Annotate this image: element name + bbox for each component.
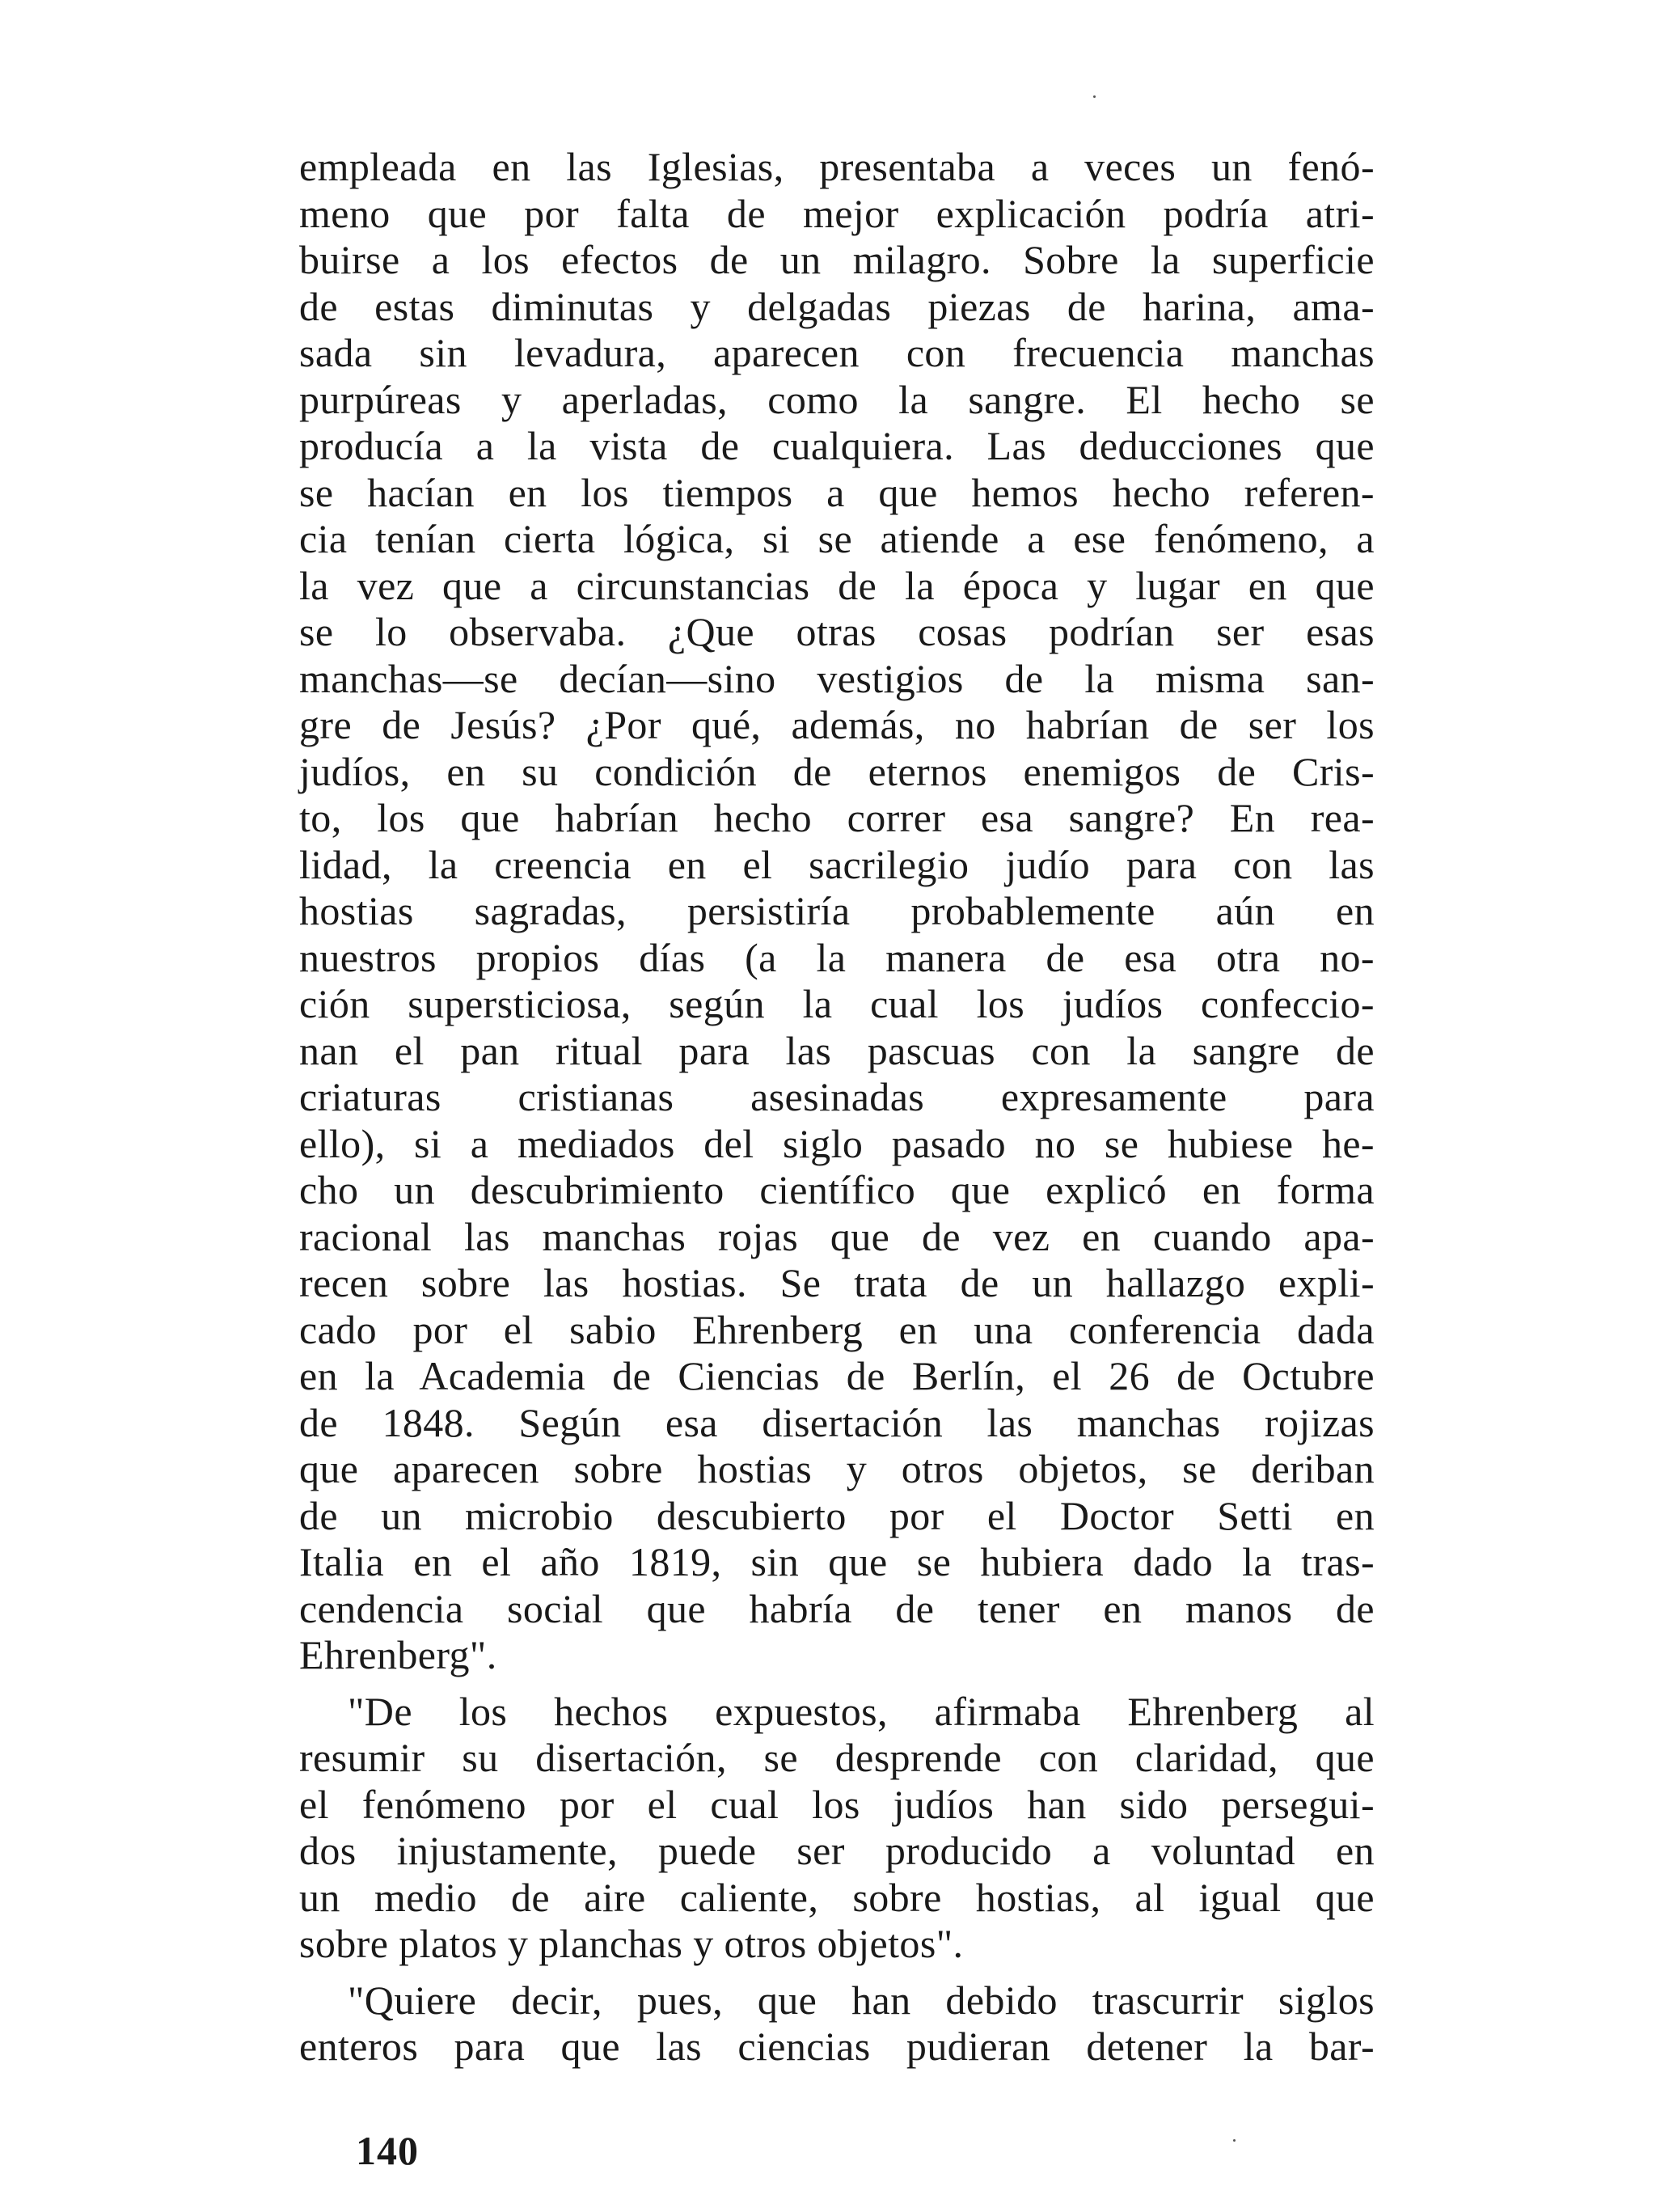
text-line: de un microbio descubierto por el Doctor Setti en — [299, 1492, 1375, 1538]
text-line: manchas—se decían—sino vestigios de la misma san- — [299, 655, 1375, 701]
text-line: racional las manchas rojas que de vez en cuando apa- — [299, 1213, 1375, 1259]
scan-speck — [1233, 2139, 1236, 2142]
text-line: purpúreas y aperladas, como la sangre. El hecho se — [299, 376, 1375, 422]
text-line: producía a la vista de cualquiera. Las deducciones que — [299, 423, 1375, 468]
text-line: criaturas cristianas asesinadas expresamente para — [299, 1074, 1375, 1119]
text-line: un medio de aire caliente, sobre hostias, al igual que — [299, 1874, 1375, 1920]
text-line: judíos, en su condición de eternos enemigos de Cris- — [299, 748, 1375, 794]
body-text — [299, 144, 1375, 2070]
text-line: que aparecen sobre hostias y otros objetos, se deriban — [299, 1446, 1375, 1491]
page-number: 140 — [356, 2128, 419, 2173]
text-line: to, los que habrían hecho correr esa sangre? En rea- — [299, 795, 1375, 840]
text-line: sobre platos y planchas y otros objetos". — [299, 1921, 964, 1966]
text-line: Italia en el año 1819, sin que se hubiera dado la tras- — [299, 1539, 1375, 1584]
text-line: gre de Jesús? ¿Por qué, además, no habrían de ser los — [299, 702, 1375, 747]
text-line: se hacían en los tiempos a que hemos hecho referen- — [299, 469, 1375, 515]
text-line: buirse a los efectos de un milagro. Sobre la superficie — [299, 237, 1375, 282]
scan-speck — [1093, 95, 1096, 98]
text-line: enteros para que las ciencias pudieran detener la bar- — [299, 2024, 1375, 2069]
text-line: nuestros propios días (a la manera de esa otra no- — [299, 934, 1375, 980]
text-line: meno que por falta de mejor explicación podría atri- — [299, 190, 1375, 236]
text-line: cia tenían cierta lógica, si se atiende a ese fenómeno, a — [299, 516, 1375, 561]
text-line: ción supersticiosa, según la cual los judíos confeccio- — [299, 981, 1375, 1026]
text-line: empleada en las Iglesias, presentaba a veces un fenó- — [299, 144, 1375, 189]
text-line: recen sobre las hostias. Se trata de un hallazgo expli- — [299, 1260, 1375, 1305]
text-line: sada sin levadura, aparecen con frecuencia manchas — [299, 330, 1375, 375]
text-line: "Quiere decir, pues, que han debido trascurrir siglos — [348, 1977, 1375, 2023]
text-line: en la Academia de Ciencias de Berlín, el 26 de Octubre — [299, 1353, 1375, 1398]
text-line: nan el pan ritual para las pascuas con la sangre de — [299, 1027, 1375, 1073]
text-line: se lo observaba. ¿Que otras cosas podrían ser esas — [299, 609, 1375, 654]
text-line: cendencia social que habría de tener en manos de — [299, 1585, 1375, 1631]
text-line: ello), si a mediados del siglo pasado no se hubiese he- — [299, 1120, 1375, 1166]
text-line: de 1848. Según esa disertación las manchas rojizas — [299, 1399, 1375, 1445]
text-line: lidad, la creencia en el sacrilegio judío para con las — [299, 841, 1375, 887]
text-line: "De los hechos expuestos, afirmaba Ehrenberg al — [348, 1688, 1375, 1734]
text-line: Ehrenberg". — [299, 1632, 497, 1677]
text-line: la vez que a circunstancias de la época y lugar en que — [299, 562, 1375, 608]
text-line: el fenómeno por el cual los judíos han sido persegui- — [299, 1781, 1375, 1827]
text-line: cho un descubrimiento científico que explicó en forma — [299, 1167, 1375, 1212]
text-line: cado por el sabio Ehrenberg en una conferencia dada — [299, 1306, 1375, 1352]
text-line: dos injustamente, puede ser producido a voluntad en — [299, 1828, 1375, 1873]
text-line: resumir su disertación, se desprende con claridad, que — [299, 1735, 1375, 1780]
text-line: de estas diminutas y delgadas piezas de harina, ama- — [299, 283, 1375, 329]
text-line: hostias sagradas, persistiría probablemente aún en — [299, 888, 1375, 933]
